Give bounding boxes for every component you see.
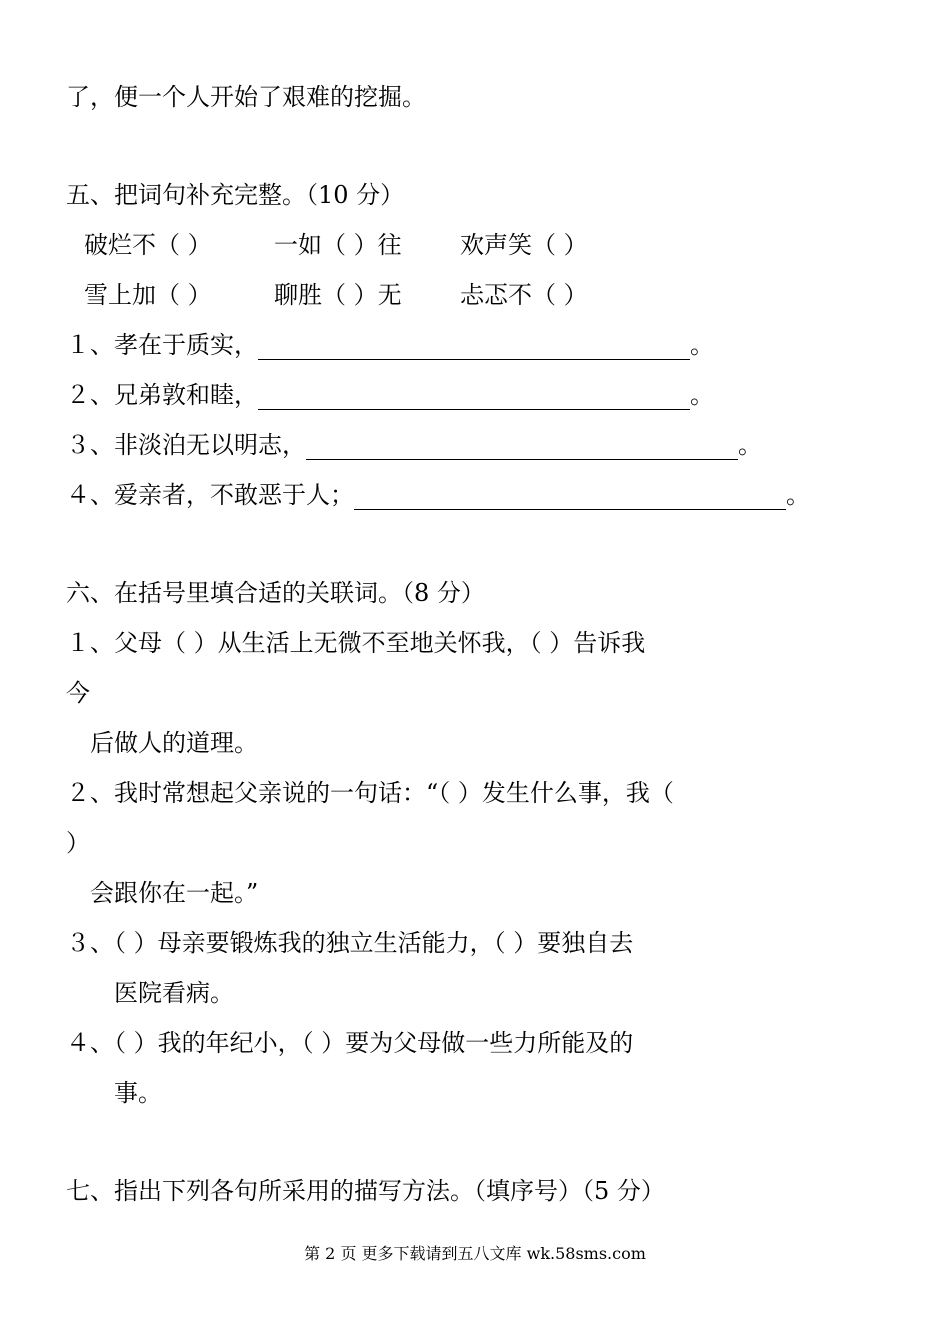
idiom-blank: 聊胜（ ）无: [274, 281, 402, 309]
section-heading-5: 五、把词句补充完整。（10 分）: [66, 181, 405, 209]
conjunction-question-3: ３、（ ）母亲要锻炼我的独立生活能力，（ ）要独自去: [66, 929, 634, 957]
fill-question-1: [66, 330, 714, 360]
fill-question-4: [66, 480, 810, 510]
conjunction-question-2-wrap: ）: [66, 829, 90, 857]
answer-line[interactable]: [354, 483, 786, 510]
fill-question-3: [66, 430, 762, 460]
idiom-blank: 破烂不（ ）: [84, 231, 212, 259]
idiom-blank: 欢声笑（ ）: [460, 231, 588, 259]
conjunction-question-2-cont: 会跟你在一起。”: [90, 879, 259, 907]
answer-line[interactable]: [258, 333, 690, 360]
idiom-blank: 一如（ ）往: [274, 231, 402, 259]
conjunction-question-4-cont: 事。: [114, 1079, 162, 1107]
conjunction-question-1-cont: 后做人的道理。: [90, 729, 258, 757]
period: 。: [786, 481, 810, 509]
idiom-blank: 雪上加（ ）: [84, 281, 212, 309]
question-text: ４、爱亲者，不敢恶于人；: [66, 481, 354, 509]
conjunction-question-1: １、父母（ ）从生活上无微不至地关怀我，（ ）告诉我: [66, 629, 646, 657]
conjunction-question-1-wrap: 今: [66, 679, 90, 707]
period: 。: [690, 381, 714, 409]
conjunction-question-3-cont: 医院看病。: [114, 979, 234, 1007]
question-text: ３、非淡泊无以明志，: [66, 431, 306, 459]
conjunction-question-2: ２、我时常想起父亲说的一句话：“（ ）发生什么事，我（: [66, 779, 674, 807]
period: 。: [690, 331, 714, 359]
idiom-blank: 忐忑不（ ）: [460, 281, 588, 309]
question-text: ２、兄弟敦和睦，: [66, 381, 258, 409]
conjunction-question-4: ４、（ ）我的年纪小，（ ）要为父母做一些力所能及的: [66, 1029, 634, 1057]
text-line: 了，便一个人开始了艰难的挖掘。: [66, 83, 426, 111]
page-footer: 第 2 页 更多下载请到五八文库 wk.58sms.com: [304, 1244, 646, 1263]
question-text: １、孝在于质实，: [66, 331, 258, 359]
section-heading-6: 六、在括号里填合适的关联词。（8 分）: [66, 579, 485, 607]
fill-question-2: [66, 380, 714, 410]
answer-line[interactable]: [258, 383, 690, 410]
answer-line[interactable]: [306, 433, 738, 460]
period: 。: [738, 431, 762, 459]
section-heading-7: 七、指出下列各句所采用的描写方法。（填序号）（5 分）: [66, 1177, 665, 1205]
